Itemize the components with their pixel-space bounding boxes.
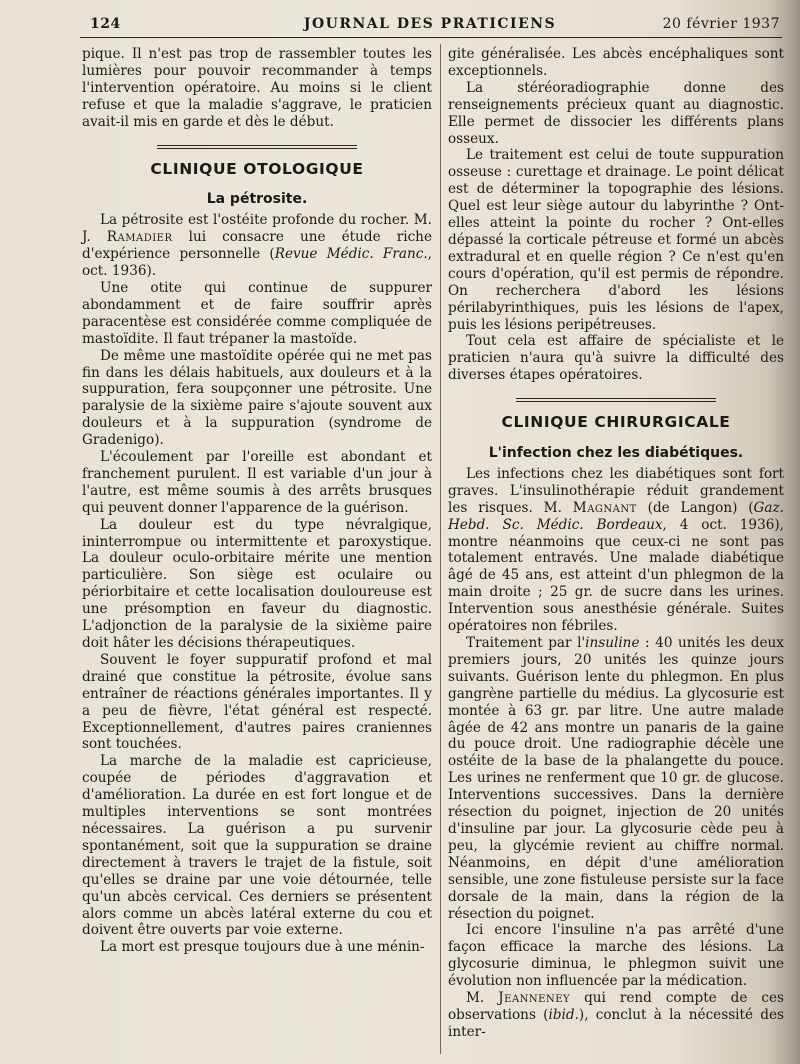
author-name: Magnant: [572, 499, 637, 516]
paragraph: La marche de la maladie est capricieuse, coupée de périodes d'aggravation et d'amélioration. La durée en est fort longue et de multiples interventions se sont montrées nécessaires. La guérison a pu survenir spontanément, soit que la suppuration se draine directement à travers le trajet de la fistule, soit qu'elles se draine par une voie détournée, telle qu'un abcès cervical. Ces derniers se présentent alors comme un abcès latéral externe du cou et doivent être ouverts par voie externe.: [82, 753, 432, 939]
page-number: 124: [90, 16, 121, 32]
journal-reference: Revue Médic. Franc.: [274, 246, 428, 263]
left-column: [82, 46, 432, 956]
paragraph: M. Jeanneney qui rend compte de ces observations (ibid.), conclut à la nécessité des inter-: [448, 990, 785, 1040]
issue-date: 20 février 1937: [662, 16, 780, 32]
paragraph: La mort est presque toujours due à une ménin-: [100, 939, 425, 956]
paragraph: Ici encore l'insuline n'a pas arrêté d'une façon efficace la marche des lésions. La glycosurie diminua, le phlegmon suivit une évolution non influencée par la médication.: [448, 922, 784, 990]
section-divider: [516, 398, 716, 402]
section-title-otologique: CLINIQUE OTOLOGIQUE: [150, 159, 364, 178]
running-header: [80, 14, 780, 36]
header-rule: [80, 37, 782, 38]
journal-reference: Gaz. Hebd. Sc. Médic. Bordeaux: [448, 499, 784, 533]
paragraph: Une otite qui continue de suppurer abondamment et de faire souffrir après paracentèse est considérée comme compliquée de mastoïdite. Il faut trépaner la mastoïde.: [82, 279, 432, 347]
article-title-petrosite: La pétrosite.: [206, 191, 308, 208]
paragraph: De même une mastoïdite opérée qui ne met pas fin dans les délais habituels, aux douleurs et à la suppuration, fera soupçonner une pétrosite. Une paralysie de la sixième paire s'ajoute souvent aux douleurs et à la suppuration (syndrome de Gradenigo).: [82, 347, 432, 449]
intro-paragraph: pique. Il n'est pas trop de rassembler toutes les lumières pour pouvoir recommander à temps l'intervention opératoire. Au moins si le client refuse et que la maladie s'aggrave, le praticien avait-il mis en garde et dès le début.: [82, 46, 432, 130]
paragraph: Les infections chez les diabétiques sont fort graves. L'insulinothérapie réduit grandement les risques. M. Magnant (de Langon) (Gaz. Hebd. Sc. Médic. Bordeaux, 4 oct. 1936), montre néanmoins que ceux-ci ne sont pas totalement entravés. Une malade diabétique âgé de 45 ans, est atteint d'un phlegmon de la main droite ; 25 gr. de sucre dans les urines. Intervention sous anesthésie générale. Suites opératoires non fébriles.: [448, 465, 784, 635]
section-divider: [157, 145, 357, 149]
paragraph: L'écoulement par l'oreille est abondant et franchement purulent. Il est variable d'un jour à l'autre, est même soumis à des arrêts brusques qui peuvent donner l'apparence de la guérison.: [82, 449, 432, 516]
paragraph: La stéréoradiographie donne des renseignements précieux quant au diagnostic. Elle permet de dissocier les différents plans osseux.: [448, 79, 784, 147]
author-name: Ramadier: [106, 229, 173, 246]
author-name: Jeanneney: [498, 990, 571, 1007]
paragraph: gite généralisée. Les abcès encéphaliques sont exceptionnels.: [448, 46, 784, 79]
journal-title: JOURNAL DES PRATICIENS: [303, 16, 557, 32]
section-title-chirurgicale: CLINIQUE CHIRURGICALE: [501, 413, 731, 432]
paragraph: Tout cela est affaire de spécialiste et le praticien n'aura qu'à suivre la difficulté des diverses étapes opératoires.: [448, 333, 784, 384]
paragraph: La douleur est du type névralgique, ininterrompue ou intermittente et paroxystique. La douleur oculo-orbitaire mérite une mention particulière. Son siège est oculaire ou périorbitaire et cette localisation douloureuse est une présomption en faveur du diagnostic. L'adjonction de la paralysie de la sixième paire doit hâter les décisions thérapeutiques.: [82, 516, 432, 651]
right-column: [448, 46, 784, 1041]
paragraph: Traitement par l'insuline : 40 unités les deux premiers jours, 20 unités les quinze jours suivants. Guérison lente du phlegmon. En plus gangrène partielle du médius. La glycosurie est montée à 63 gr. par litre. Une autre malade âgée de 42 ans montre un panaris de la gaine du pouce droit. Une radiographie décèle une ostéite de la base de la phalangette du pouce. Les urines ne renferment que 10 gr. de glucose. Interventions successives. Dans la dernière résection du poignet, injection de 20 unités d'insuline par jour. La glycosurie cède peu à peu, la glycémie revient au chiffre normal. Néanmoins, en dépit d'une amélioration sensible, une zone fistuleuse persiste sur la face dorsale de la main, dans la région de la résection du poignet.: [448, 635, 784, 922]
column-divider: [440, 44, 441, 1054]
article-title-diabetiques: L'infection chez les diabétiques.: [488, 445, 744, 462]
paragraph: Souvent le foyer suppuratif profond et mal drainé que constitue la pétrosite, évolue sans entraîner de réactions générales importantes. Il y a peu de fièvre, l'état général est respecté. Exceptionnellement, d'autres paires craniennes sont touchées.: [82, 651, 432, 753]
paragraph: Le traitement est celui de toute suppuration osseuse : curettage et drainage. Le point délicat est de déterminer la topographie des lésions. Quel est leur siège autour du labyrinthe ? Ont-elles atteint la pointe du rocher ? Ont-elles dépassé la corticale pétreuse et formé un abcès extradural et en quelle région ? Ce n'est qu'en cours d'opération, qu'il est permis de répondre. On recherchera d'abord les lésions périlabyrinthiques, puis les lésions de l'apex, puis les lésions peripétreuses.: [448, 147, 784, 333]
paragraph: La pétrosite est l'ostéite profonde du rocher. M. J. Ramadier lui consacre une étude riche d'expérience personnelle (Revue Médic. Franc., oct. 1936).: [82, 212, 432, 280]
